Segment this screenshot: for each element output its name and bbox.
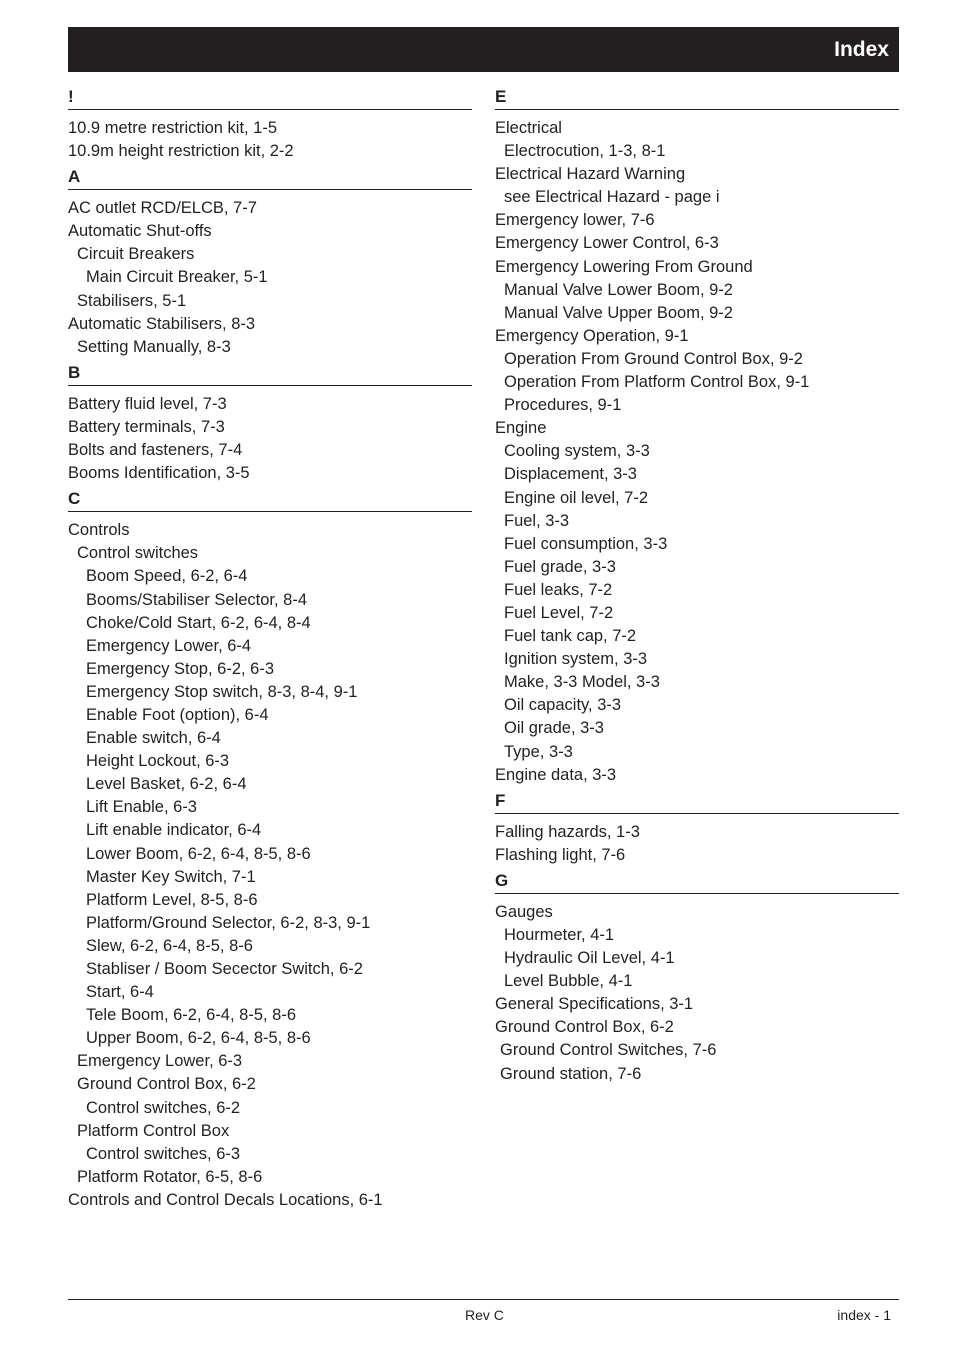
section-letter-heading: E (495, 87, 899, 110)
index-column-right (495, 87, 899, 1086)
section-letter-heading: B (68, 363, 472, 386)
index-entry: Height Lockout, 6-3 (86, 752, 230, 771)
index-entry: Type, 3-3 (504, 742, 573, 761)
index-entry: Engine (495, 419, 547, 438)
footer-divider (68, 1299, 899, 1300)
index-entry: Control switches, 6-2 (86, 1098, 241, 1117)
index-entry: Booms Identification, 3-5 (68, 464, 250, 483)
index-entry: Start, 6-4 (86, 983, 154, 1002)
section-letter-heading: F (495, 791, 899, 814)
index-entry: Tele Boom, 6-2, 6-4, 8-5, 8-6 (86, 1006, 297, 1025)
index-entry: 10.9m height restriction kit, 2-2 (68, 142, 294, 161)
index-entry: Lower Boom, 6-2, 6-4, 8-5, 8-6 (86, 844, 311, 863)
index-section (495, 87, 899, 787)
index-entry: Engine data, 3-3 (495, 765, 617, 784)
index-entry: Electrocution, 1-3, 8-1 (504, 142, 666, 161)
index-entry: Level Basket, 6-2, 6-4 (86, 775, 247, 794)
index-entry: Platform Level, 8-5, 8-6 (86, 890, 258, 909)
index-entry: Controls and Control Decals Locations, 6-1 (68, 1190, 383, 1209)
index-entry: Fuel consumption, 3-3 (504, 534, 668, 553)
index-section (68, 363, 472, 485)
index-entry: Automatic Stabilisers, 8-3 (68, 314, 256, 333)
index-entry: Emergency Lower Control, 6-3 (495, 234, 719, 253)
index-entry: Cooling system, 3-3 (504, 442, 650, 461)
index-entry: Master Key Switch, 7-1 (86, 867, 256, 886)
index-entry: Displacement, 3-3 (504, 465, 637, 484)
index-entry: Platform/Ground Selector, 6-2, 8-3, 9-1 (86, 913, 371, 932)
index-entry: Ground Control Box, 6-2 (495, 1018, 674, 1037)
index-entry: Control switches (77, 544, 199, 563)
index-entry: Lift Enable, 6-3 (86, 798, 197, 817)
index-entry: Platform Control Box (77, 1121, 230, 1140)
index-entry: Oil capacity, 3-3 (504, 696, 622, 715)
index-entry: Battery terminals, 7-3 (68, 417, 225, 436)
index-entry: Lift enable indicator, 6-4 (86, 821, 262, 840)
index-entry: Gauges (495, 902, 553, 921)
section-letter-heading: A (68, 167, 472, 190)
index-entry: Operation From Ground Control Box, 9-2 (504, 349, 803, 368)
index-entry: Controls (68, 521, 130, 540)
index-entry: Emergency Lowering From Ground (495, 257, 753, 276)
index-entry: Booms/Stabiliser Selector, 8-4 (86, 590, 308, 609)
index-entry: AC outlet RCD/ELCB, 7-7 (68, 199, 257, 218)
index-entry: Ground station, 7-6 (500, 1064, 642, 1083)
index-entry: Bolts and fasteners, 7-4 (68, 441, 243, 460)
index-entry: Stabilisers, 5-1 (77, 291, 187, 310)
index-entry: Upper Boom, 6-2, 6-4, 8-5, 8-6 (86, 1029, 311, 1048)
index-column-left (68, 87, 472, 1212)
footer-page-number: index - 1 (837, 1307, 891, 1323)
index-entry: Ignition system, 3-3 (504, 650, 648, 669)
index-entry: Main Circuit Breaker, 5-1 (86, 268, 268, 287)
index-entry: Oil grade, 3-3 (504, 719, 604, 738)
section-letter-heading: ! (68, 87, 472, 110)
index-entry: Stabliser / Boom Secector Switch, 6-2 (86, 960, 363, 978)
index-entry: Emergency Stop, 6-2, 6-3 (86, 659, 275, 678)
index-entry: Electrical Hazard Warning (495, 165, 686, 184)
index-entry: Fuel, 3-3 (504, 511, 570, 530)
index-section (495, 871, 899, 1086)
index-entry: Operation From Platform Control Box, 9-1 (504, 373, 810, 392)
index-section (68, 167, 472, 359)
index-entry: Manual Valve Upper Boom, 9-2 (504, 303, 733, 322)
index-entry: Emergency Operation, 9-1 (495, 326, 689, 345)
page-title: Index (834, 38, 889, 61)
index-entry: Level Bubble, 4-1 (504, 972, 633, 991)
index-entry: Procedures, 9-1 (504, 396, 622, 415)
index-entry: Emergency Lower, 6-4 (86, 636, 252, 655)
index-entry: Emergency Lower, 6-3 (77, 1052, 243, 1071)
index-entry: Make, 3-3 Model, 3-3 (504, 673, 660, 692)
index-entry: Ground Control Box, 6-2 (77, 1075, 256, 1094)
index-entry: Fuel leaks, 7-2 (504, 580, 613, 599)
index-section (68, 489, 472, 1212)
index-entry: Hydraulic Oil Level, 4-1 (504, 949, 675, 968)
index-entry: Circuit Breakers (77, 245, 195, 264)
index-entry: Setting Manually, 8-3 (77, 337, 231, 356)
index-entry: Emergency Stop switch, 8-3, 8-4, 9-1 (86, 682, 358, 701)
index-entry: Hourmeter, 4-1 (504, 926, 615, 944)
index-section (495, 791, 899, 867)
section-letter-heading: C (68, 489, 472, 512)
index-entry: Ground Control Switches, 7-6 (500, 1041, 717, 1060)
index-entry: Enable switch, 6-4 (86, 729, 221, 748)
index-entry: Fuel tank cap, 7-2 (504, 627, 637, 646)
index-entry: Fuel Level, 7-2 (504, 603, 614, 622)
index-entry: Fuel grade, 3-3 (504, 557, 616, 576)
index-entry: 10.9 metre restriction kit, 1-5 (68, 119, 278, 137)
index-entry: Emergency lower, 7-6 (495, 211, 655, 230)
index-entry: Boom Speed, 6-2, 6-4 (86, 567, 248, 586)
section-letter-heading: G (495, 871, 899, 894)
index-entry: Falling hazards, 1-3 (495, 822, 640, 841)
index-section (68, 87, 472, 163)
index-entry: see Electrical Hazard - page i (504, 188, 720, 207)
index-entry: Platform Rotator, 6-5, 8-6 (77, 1167, 263, 1186)
index-entry: Flashing light, 7-6 (495, 845, 626, 864)
index-entry: Slew, 6-2, 6-4, 8-5, 8-6 (86, 936, 253, 955)
index-entry: Engine oil level, 7-2 (504, 488, 649, 507)
index-entry: Control switches, 6-3 (86, 1144, 241, 1163)
index-entry: Enable Foot (option), 6-4 (86, 705, 269, 724)
footer-revision: Rev C (465, 1307, 504, 1323)
index-entry: Electrical (495, 119, 562, 137)
index-entry: General Specifications, 3-1 (495, 995, 694, 1014)
index-entry: Choke/Cold Start, 6-2, 6-4, 8-4 (86, 613, 311, 632)
header-bar (68, 27, 899, 72)
index-entry: Automatic Shut-offs (68, 222, 212, 241)
index-entry: Battery fluid level, 7-3 (68, 394, 227, 413)
index-entry: Manual Valve Lower Boom, 9-2 (504, 280, 733, 299)
